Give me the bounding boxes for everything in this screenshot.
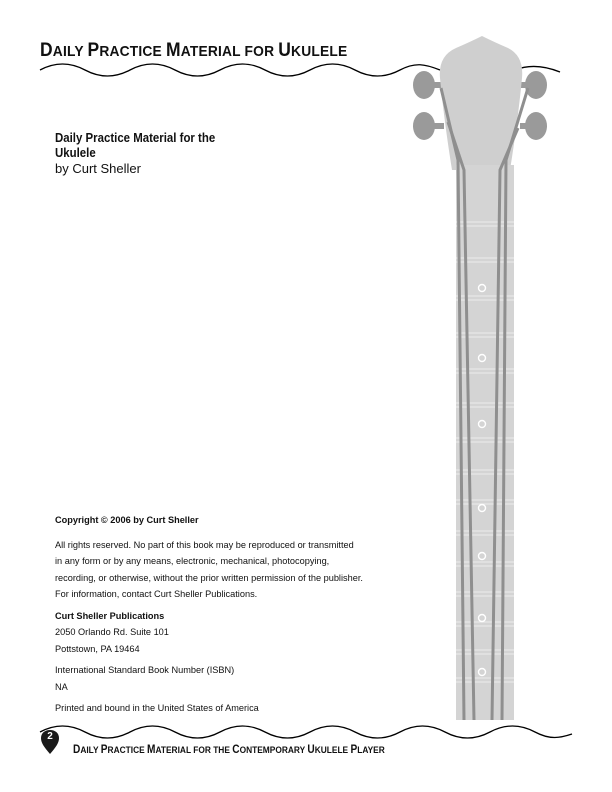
header-title-part: PRACTICE: [87, 40, 166, 61]
footer-title-part: MATERIAL FOR THE: [147, 744, 233, 756]
publisher-name: Curt Sheller Publications: [55, 610, 165, 621]
header-title-part: MATERIAL FOR: [165, 40, 279, 61]
rights-line: For information, contact Curt Sheller Publications.: [55, 589, 258, 599]
tuner-post-icon: [520, 123, 534, 129]
rights-line: in any form or by any means, electronic, mechanical, photocopying,: [55, 556, 330, 566]
author: by Curt Sheller: [55, 161, 141, 176]
tuner-post-icon: [520, 82, 534, 88]
rights-line: recording, or otherwise, without the prior written permission of the publisher.: [55, 572, 363, 583]
title-block: [55, 130, 315, 177]
footer-title: [73, 744, 385, 756]
footer-title-part: PLAYER: [350, 744, 385, 756]
copyright-block: [55, 512, 405, 717]
book-title-line1: Daily Practice Material for the: [55, 130, 216, 145]
page-number: 2: [47, 731, 53, 742]
header-title-part: DAILY: [40, 40, 88, 61]
footer-title-part: UKULELE: [307, 744, 351, 756]
footer-title-part: CONTEMPORARY: [232, 744, 308, 756]
book-title: [55, 130, 319, 160]
tuner-post-icon: [430, 123, 444, 129]
rights-line: All rights reserved. No part of this book may be reproduced or transmitted: [55, 539, 354, 550]
copyright-notice: Copyright © 2006 by Curt Sheller: [55, 515, 199, 525]
footer-title-part: DAILY: [73, 744, 101, 756]
book-title-line2: Ukulele: [55, 145, 96, 160]
isbn-label: International Standard Book Number (ISBN): [55, 665, 235, 675]
address-line2: Pottstown, PA 19464: [55, 643, 140, 654]
header-title-part: UKULELE: [278, 40, 348, 61]
printed-notice: Printed and bound in the United States of America: [55, 703, 259, 713]
address-line1: 2050 Orlando Rd. Suite 101: [55, 627, 169, 637]
isbn-value: NA: [55, 681, 68, 692]
footer-title-part: PRACTICE: [100, 744, 148, 756]
